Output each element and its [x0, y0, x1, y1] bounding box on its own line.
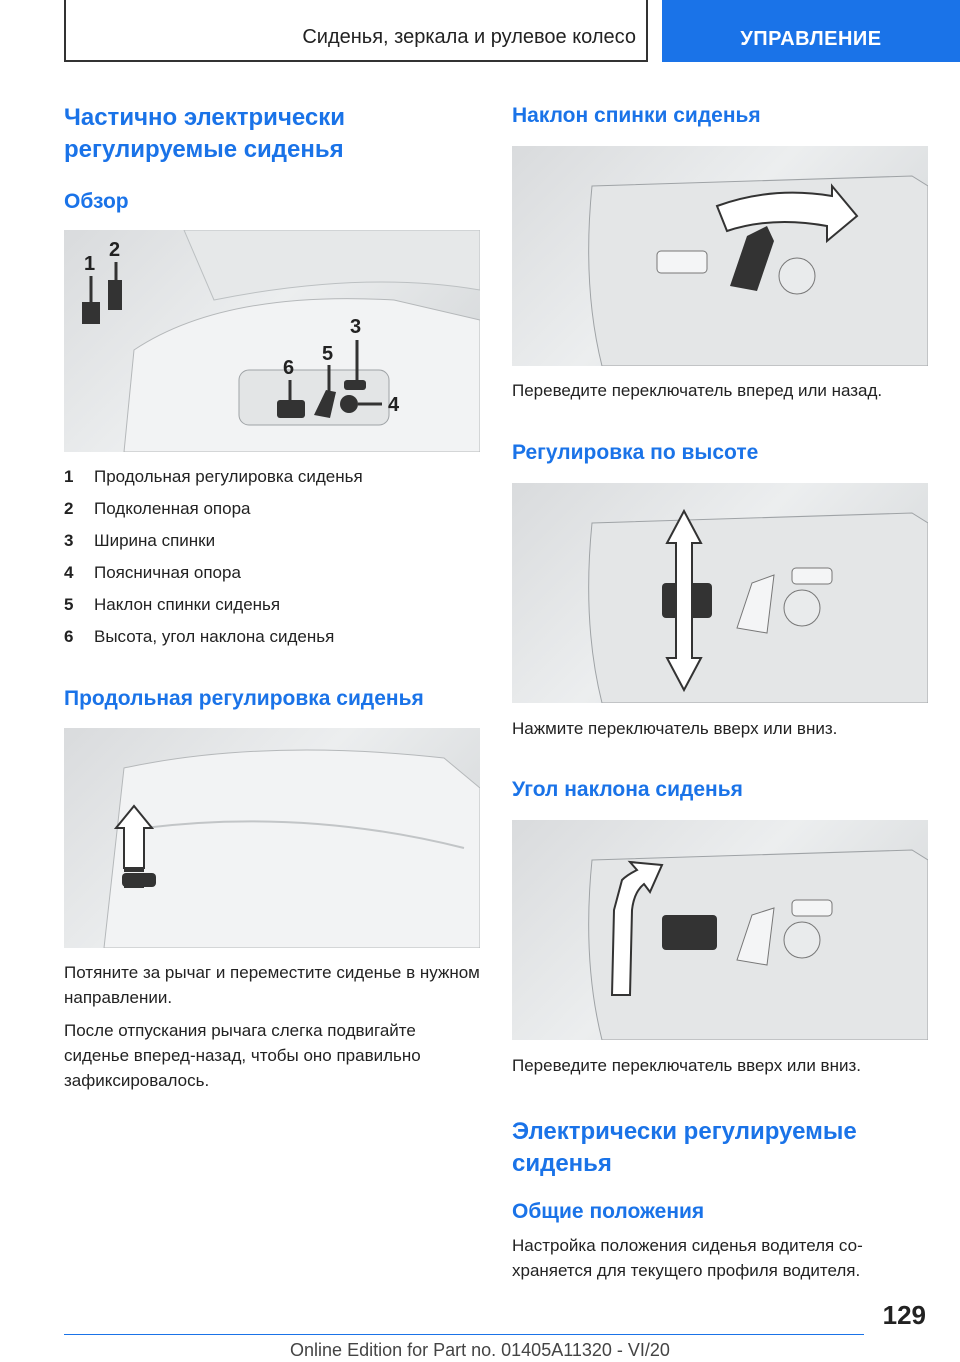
- longitudinal-paragraph-1: Потяните за рычаг и переместите сиденье в нужном направлении.: [64, 963, 480, 1007]
- tilt-switch-illustration: [512, 820, 928, 1040]
- legend-text: Высота, угол наклона сиденья: [94, 627, 335, 646]
- general-text: Настройка положения сиденья водителя со-храняется для текущего профиля водителя.: [512, 1236, 863, 1280]
- backrest-tilt-image: [512, 146, 928, 366]
- height-switch-illustration: [512, 483, 928, 703]
- chapter-tab-label: УПРАВЛЕНИЕ: [740, 28, 882, 50]
- longitudinal-paragraph-2: После отпускания рычага слегка подвигайте сиденье вперед-назад, чтобы оно правильно зафиксировалось.: [64, 1021, 421, 1090]
- longitudinal-heading: Продольная регулировка сиденья: [64, 687, 424, 710]
- callout-2: 2: [109, 239, 121, 261]
- legend-number: 5: [64, 595, 74, 614]
- callout-6: 6: [283, 357, 295, 379]
- legend-text: Наклон спинки сиденья: [94, 595, 281, 614]
- footer-edition: Online Edition for Part no. 01405A11320 - VI/20: [290, 1340, 670, 1360]
- legend-text: Подколенная опора: [94, 499, 251, 518]
- tilt-heading: Угол наклона сиденья: [512, 778, 743, 801]
- callout-3: 3: [350, 316, 362, 338]
- page-number: 129: [882, 1300, 926, 1330]
- backrest-heading: Наклон спинки сиденья: [512, 104, 761, 127]
- electric-seats-heading: Электрически регулируемые сиденья: [512, 1118, 857, 1177]
- page-title: Частично электрически регулируемые сиденья: [64, 104, 346, 163]
- section-title: Сиденья, зеркала и рулевое колесо: [302, 26, 636, 48]
- legend-number: 2: [64, 499, 74, 518]
- legend-number: 6: [64, 627, 74, 646]
- height-adjustment-image: [512, 483, 928, 703]
- header-section-box: [64, 0, 648, 62]
- overview-heading: Обзор: [64, 190, 129, 213]
- general-heading: Общие положения: [512, 1200, 705, 1223]
- legend-number: 1: [64, 467, 74, 486]
- callout-1: 1: [84, 253, 96, 275]
- seat-tilt-image: [512, 820, 928, 1040]
- seat-controls-illustration: [64, 230, 480, 452]
- seat-lever-illustration: [64, 728, 480, 948]
- legend-number: 3: [64, 531, 74, 550]
- height-text: Нажмите переключатель вверх или вниз.: [512, 719, 838, 738]
- longitudinal-adjustment-image: [64, 728, 480, 948]
- legend-text: Продольная регулировка сиденья: [94, 467, 363, 486]
- height-heading: Регулировка по высоте: [512, 441, 759, 464]
- chapter-tab[interactable]: [662, 0, 960, 62]
- backrest-switch-illustration: [512, 146, 928, 366]
- callout-4: 4: [388, 394, 400, 416]
- footer-divider: [64, 1334, 864, 1335]
- legend-text: Ширина спинки: [94, 531, 216, 550]
- legend-number: 4: [64, 563, 74, 582]
- backrest-text: Переведите переключатель вперед или назад.: [512, 381, 883, 400]
- seat-overview-image: [64, 230, 480, 452]
- tilt-text: Переведите переключатель вверх или вниз.: [512, 1056, 861, 1075]
- legend-text: Поясничная опора: [94, 563, 241, 582]
- callout-5: 5: [322, 343, 334, 365]
